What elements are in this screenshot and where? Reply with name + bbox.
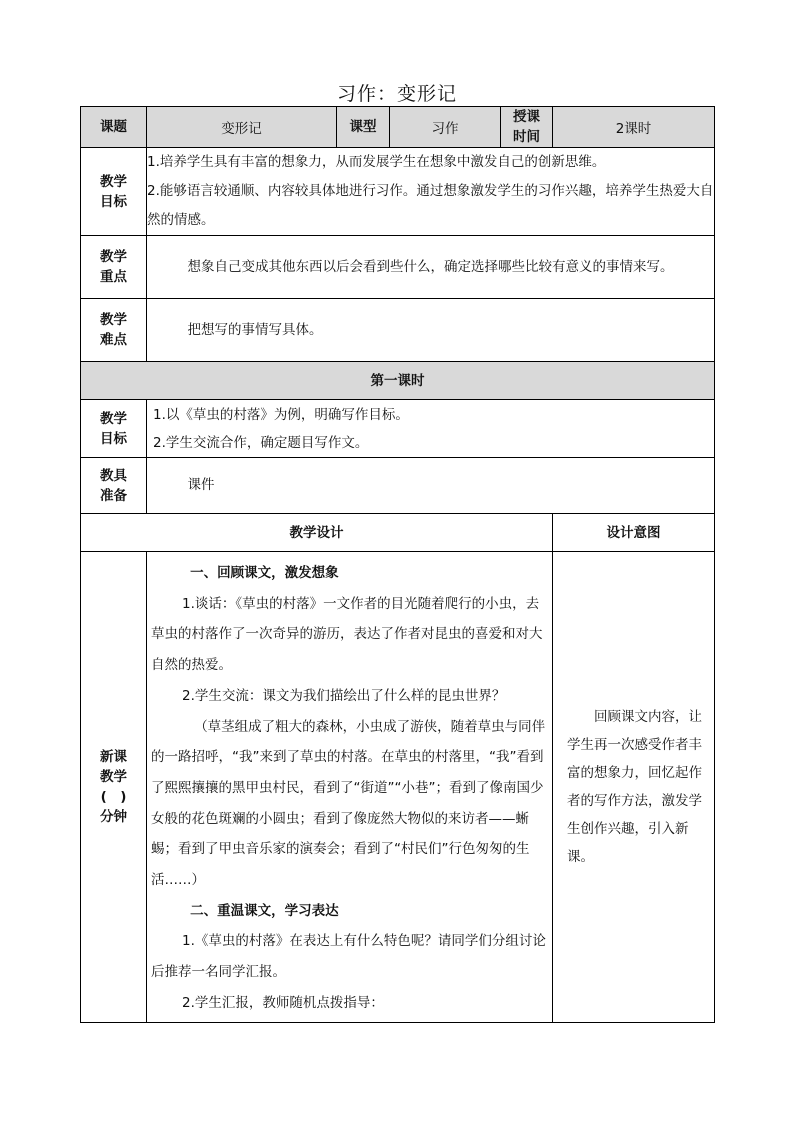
paragraph-3: （草茎组成了粗大的森林，小虫成了游侠，随着草虫与同伴的一路招呼，“我”来到了草虫的村落。在草虫的村落里，“我”看到了熙熙攘攘的黑甲虫村民，看到了“街道”“小巷”；看到了像南国少女般的花色斑斓的小圆虫；看到了像庞然大物似的来访者——蜥蜴；看到了甲虫音乐家的演奏会；看到了“村民们”行色匆匆的生活……） [151,718,546,889]
header-row [81,107,715,148]
intent-text: 回顾课文内容，让学生再一次感受作者丰富的想象力，回忆起作者的写作方法，激发学生创作兴趣，引入新课。 [567,709,702,865]
lesson1-goals-label: 教学目标 [81,400,147,458]
key-points-text: 想象自己变成其他东西以后会看到些什么，确定选择哪些比较有意义的事情来写。 [147,236,715,299]
lesson1-goal-1: 1.以《草虫的村落》为例，明确写作目标。 [153,406,409,423]
type-value: 习作 [390,107,501,148]
design-header-row [81,514,715,552]
difficulties-label: 教学难点 [81,299,147,362]
tools-row [81,458,715,514]
tools-value: 课件 [147,458,715,514]
key-points-label: 教学重点 [81,236,147,299]
new-lesson-label: 新课教学( )分钟 [81,552,147,1023]
document-title: 习作：变形记 [336,83,457,105]
goals-label: 教学目标 [81,148,147,236]
goals-content [147,148,715,236]
new-lesson-row [81,552,715,1023]
topic-label: 课题 [81,107,147,148]
topic-value: 变形记 [147,107,337,148]
lesson1-header: 第一课时 [81,362,715,400]
time-label: 授课时间 [501,107,553,148]
lesson1-goals-content [147,400,715,458]
section-2-title: 二、重温课文，学习表达 [190,902,339,919]
lesson1-goal-2: 2.学生交流合作，确定题目写作文。 [153,434,369,451]
lesson1-header-row [81,362,715,400]
difficulties-row [81,299,715,362]
lesson1-goals-row [81,400,715,458]
type-label: 课型 [337,107,390,148]
goals-row [81,148,715,236]
key-points-row [81,236,715,299]
hours-value: 2课时 [553,107,715,148]
goal-line-2: 2.能够语言较通顺、内容较具体地进行习作。通过想象激发学生的习作兴趣，培养学生热爱大自然的情感。 [147,183,714,228]
paragraph-2: 2.学生交流：课文为我们描绘出了什么样的昆虫世界？ [182,687,506,704]
intent-header: 设计意图 [553,514,715,552]
paragraph-5: 2.学生汇报，教师随机点拨指导： [182,994,384,1011]
difficulties-text: 把想写的事情写具体。 [147,299,715,362]
section-1-title: 一、回顾课文，激发想象 [190,565,339,581]
design-intent [553,552,715,1023]
design-content [147,552,553,1023]
tools-label: 教具准备 [81,458,147,514]
goal-line-1: 1.培养学生具有丰富的想象力，从而发展学生在想象中激发自己的创新思维。 [147,154,606,170]
lesson-plan-table [80,106,715,1023]
paragraph-4: 1.《草虫的村落》在表达上有什么特色呢？请同学们分组讨论后推荐一名同学汇报。 [151,933,546,981]
design-header: 教学设计 [81,514,553,552]
paragraph-1: 1.谈话：《草虫的村落》一文作者的目光随着爬行的小虫，去草虫的村落作了一次奇异的游历，表达了作者对昆虫的喜爱和对大自然的热爱。 [151,595,543,674]
